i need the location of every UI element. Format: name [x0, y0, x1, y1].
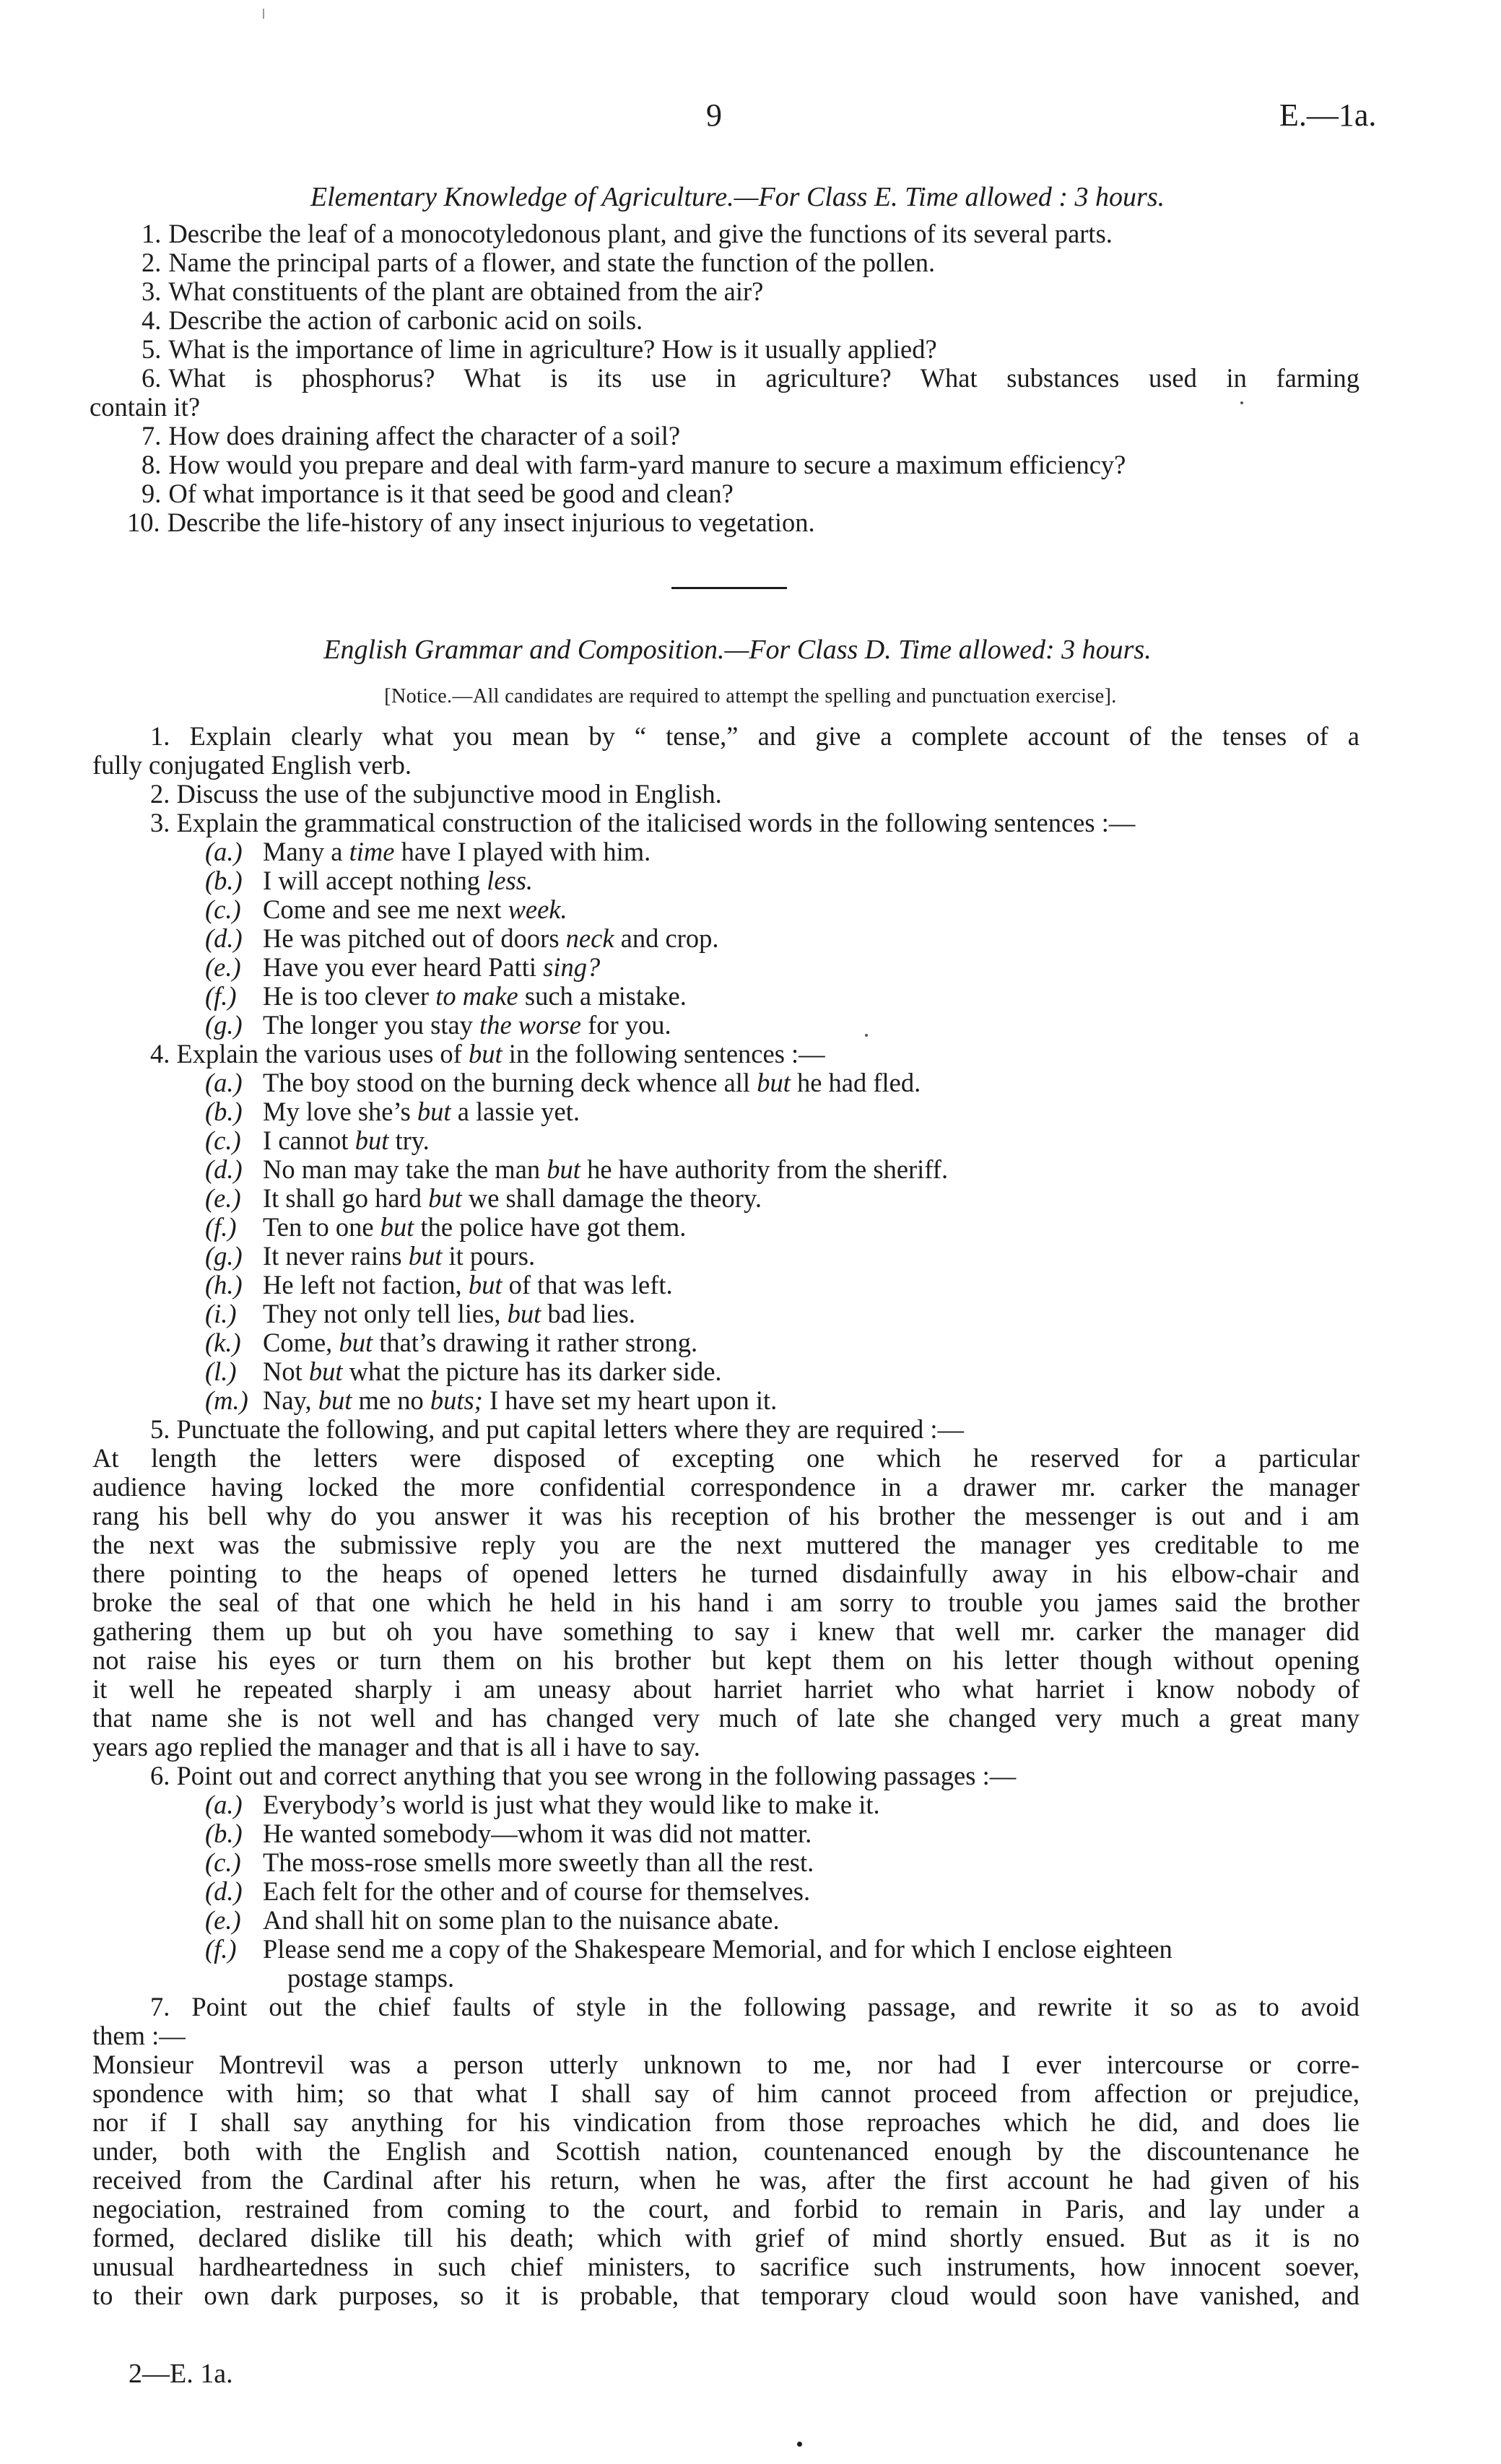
passage-line: gathering them up but oh you have something to say i knew that well mr. carker the manager did: [92, 1616, 1359, 1646]
passage-line: there pointing to the heaps of opened letters he turned disdainfully away in his elbow-chair and: [92, 1559, 1359, 1588]
agriculture-questions: [92, 219, 1359, 537]
agriculture-question: [92, 248, 1359, 277]
sub-item: [92, 1328, 1359, 1357]
item-label: (f.): [205, 1212, 237, 1242]
item-text-post: he have authority from the sheriff.: [580, 1154, 949, 1184]
question-number: 4.: [142, 305, 162, 335]
question-text: Describe the leaf of a monocotyledonous plant, and give the functions of its several parts.: [168, 219, 1113, 248]
notice-text: [Notice.—All candidates are required to attempt the spelling and punctuation exercise].: [384, 685, 1117, 708]
item-text-italic: but: [468, 1270, 502, 1300]
question-4-items: [92, 1068, 1359, 1415]
item-text-post: have I played with him.: [394, 837, 651, 866]
sub-item: [92, 895, 1359, 924]
item-label: (a.): [205, 1068, 243, 1097]
item-label: (c.): [205, 1847, 241, 1877]
question-text: How does draining affect the character of a soil?: [168, 421, 681, 450]
section-divider: [671, 587, 787, 589]
agriculture-question: [92, 306, 1359, 335]
item-text-post: that’s drawing it rather strong.: [373, 1328, 698, 1357]
item-text-pre: Ten to one: [263, 1212, 380, 1242]
item-text-post: the police have got them.: [414, 1212, 687, 1242]
question-number: 1.: [142, 219, 162, 248]
item-text-post: and crop.: [614, 923, 719, 953]
sub-item: [92, 1935, 1359, 1964]
question-4-post: in the following sentences :—: [502, 1039, 825, 1068]
item-text-post: me no: [352, 1385, 430, 1415]
sub-item: [92, 1357, 1359, 1386]
item-label: (e.): [205, 952, 241, 982]
item-text-pre: Come and see me next: [263, 894, 508, 924]
item-text-post: such a mistake.: [518, 981, 687, 1011]
item-text-italic: but: [757, 1068, 791, 1097]
item-text-italic: less.: [487, 866, 534, 895]
question-number: 3.: [142, 277, 162, 306]
passage-line: years ago replied the manager and that is all i have to say.: [92, 1732, 700, 1762]
item-label: (e.): [205, 1905, 241, 1935]
item-text: Each felt for the other and of course for themselves.: [263, 1876, 811, 1906]
question-number: 7.: [142, 421, 162, 450]
question-4-pre: 4. Explain the various uses of: [150, 1039, 469, 1068]
item-text-pre: No man may take the man: [263, 1154, 547, 1184]
passage-line: audience having locked the more confidential correspondence in a drawer mr. carker the manager: [92, 1472, 1359, 1502]
item-text-post: I have set my heart upon it.: [482, 1385, 778, 1415]
item-text-pre: It shall go hard: [263, 1183, 429, 1213]
question-text: Describe the action of carbonic acid on soils.: [168, 305, 643, 335]
item-text: He wanted somebody—whom it was did not matter.: [263, 1819, 812, 1848]
sub-item: [92, 1011, 1359, 1040]
question-7-passage: [92, 2050, 1359, 2310]
question-text: Of what importance is it that seed be good and clean?: [168, 479, 734, 508]
page-header: [0, 97, 1501, 144]
question-number: 10.: [127, 508, 160, 537]
item-label: (h.): [205, 1270, 243, 1300]
passage-line: nor if I shall say anything for his vindication from those reproaches which he did, and does lie: [92, 2107, 1359, 2137]
item-text-italic: but: [380, 1212, 414, 1242]
question-7-line-1: 7. Point out the chief faults of style in the following passage, and rewrite it so as to avoid: [150, 1992, 1359, 2021]
scan-speck: [865, 1034, 868, 1037]
item-text-post: a lassie yet.: [451, 1097, 580, 1126]
sub-item: [92, 1271, 1359, 1300]
question-4-italic: but: [468, 1039, 502, 1068]
item-label: (b.): [205, 866, 243, 895]
item-text: And shall hit on some plan to the nuisance abate.: [263, 1905, 780, 1935]
item-label: (b.): [205, 1097, 243, 1126]
question-4: [92, 1040, 1359, 1068]
item-text-italic: but: [308, 1357, 343, 1386]
question-5-passage: [92, 1444, 1359, 1762]
question-2: 2. Discuss the use of the subjunctive mood in English.: [150, 779, 722, 809]
item-text-post: it pours.: [442, 1241, 536, 1271]
question-3-items: [92, 837, 1359, 1040]
agriculture-question: [90, 393, 1359, 422]
passage-line: that name she is not well and has changed very much of late she changed very much a great many: [92, 1703, 1359, 1733]
section-title-agriculture: Elementary Knowledge of Agriculture.—For Class E. Time allowed : 3 hours.: [310, 182, 1165, 212]
item-text-pre: The longer you stay: [263, 1010, 480, 1040]
item-label: (l.): [205, 1357, 237, 1386]
item-text-italic: but: [417, 1097, 451, 1126]
question-6-f-continuation: postage stamps.: [287, 1963, 455, 1993]
agriculture-question: [92, 364, 1359, 393]
item-text-italic: week.: [508, 894, 567, 924]
question-number: 8.: [142, 450, 162, 479]
item-text-pre: My love she’s: [263, 1097, 417, 1126]
sub-item: [92, 1386, 1359, 1415]
agriculture-question: [92, 335, 1359, 364]
question-text: contain it?: [90, 392, 201, 422]
item-label: (c.): [205, 894, 241, 924]
sub-item: [92, 1906, 1359, 1935]
sub-item: [92, 1184, 1359, 1213]
passage-line: spondence with him; so that what I shall say of him cannot proceed from affection or prejudice,: [92, 2078, 1359, 2108]
question-5: 5. Punctuate the following, and put capital letters where they are required :—: [150, 1414, 965, 1444]
scan-mark: [263, 9, 264, 19]
sub-item: [92, 982, 1359, 1011]
page-number: 9: [706, 97, 722, 133]
passage-line: under, both with the English and Scottish nation, countenanced enough by the discountenance he: [92, 2136, 1359, 2166]
item-label: (g.): [205, 1010, 243, 1040]
scan-speck: [1240, 401, 1243, 404]
item-text-italic: but: [354, 1126, 389, 1155]
item-label: (d.): [205, 1876, 243, 1906]
question-3: 3. Explain the grammatical construction of the italicised words in the following sentences :—: [150, 808, 1136, 837]
item-text-italic: but: [318, 1385, 352, 1415]
passage-line: it well he repeated sharply i am uneasy about harriet harriet who what harriet i know nobody of: [92, 1674, 1359, 1704]
question-7-line-2: them :—: [92, 2021, 186, 2050]
item-label: (d.): [205, 1154, 243, 1184]
agriculture-question: [92, 450, 1359, 479]
sub-item: [92, 1126, 1359, 1155]
passage-line: unusual hardheartedness in such chief ministers, to sacrifice such instruments, how innocent soever,: [92, 2252, 1359, 2281]
agriculture-question: [92, 219, 1359, 248]
item-text-italic: but: [408, 1241, 443, 1271]
item-text-pre: He left not faction,: [263, 1270, 469, 1300]
item-text-italic: neck: [565, 923, 614, 953]
question-1-line-1: 1. Explain clearly what you mean by “ tense,” and give a complete account of the tenses of a: [150, 721, 1359, 751]
question-1-line-2: fully conjugated English verb.: [92, 750, 412, 780]
item-label: (e.): [205, 1183, 241, 1213]
item-text-italic: time: [349, 837, 395, 866]
sub-item: [92, 1097, 1359, 1126]
sub-item: [92, 1068, 1359, 1097]
question-text: How would you prepare and deal with farm-yard manure to secure a maximum efficiency?: [168, 450, 1126, 479]
passage-line: the next was the submissive reply you are the next muttered the manager yes creditable to me: [92, 1530, 1359, 1559]
passage-line: Monsieur Montrevil was a person utterly unknown to me, nor had I ever intercourse or corre-: [92, 2050, 1359, 2079]
question-text: Describe the life-history of any insect injurious to vegetation.: [167, 508, 815, 537]
question-text: What is phosphorus? What is its use in agriculture? What substances used in farming: [168, 363, 1359, 393]
item-text-italic: sing?: [543, 952, 601, 982]
item-text-italic: but: [339, 1328, 373, 1357]
item-text-pre: Many a: [263, 837, 349, 866]
passage-line: broke the seal of that one which he held in his hand i am sorry to trouble you james said the brother: [92, 1588, 1359, 1617]
sub-item: [92, 866, 1359, 895]
passage-line: At length the letters were disposed of excepting one which he reserved for a particular: [92, 1443, 1359, 1473]
item-text-italic: but: [428, 1183, 462, 1213]
agriculture-question: [92, 422, 1359, 450]
item-label: (f.): [205, 981, 237, 1011]
question-text: What constituents of the plant are obtained from the air?: [168, 277, 764, 306]
sub-item: [92, 1213, 1359, 1242]
item-text-pre: He was pitched out of doors: [263, 923, 566, 953]
passage-line: not raise his eyes or turn them on his brother but kept them on his letter though without opening: [92, 1645, 1359, 1675]
question-number: 5.: [142, 334, 162, 364]
scan-dot: [797, 2442, 802, 2447]
sub-item: [92, 1819, 1359, 1848]
sub-item: [92, 953, 1359, 982]
passage-line: received from the Cardinal after his return, when he was, after the first account he had given of his: [92, 2165, 1359, 2195]
item-text-post: he had fled.: [790, 1068, 921, 1097]
item-text-pre: I cannot: [263, 1126, 355, 1155]
item-text-italic: but: [507, 1299, 541, 1328]
agriculture-question: [92, 277, 1359, 306]
item-label: (m.): [205, 1385, 248, 1415]
item-text-pre: They not only tell lies,: [263, 1299, 508, 1328]
item-label: (f.): [205, 1934, 237, 1964]
question-6-items: [92, 1790, 1359, 1964]
sub-item: [92, 1877, 1359, 1906]
item-text-pre: The boy stood on the burning deck whence all: [263, 1068, 757, 1097]
item-text-pre: Come,: [263, 1328, 339, 1357]
item-label: (d.): [205, 923, 243, 953]
item-label: (g.): [205, 1241, 243, 1271]
section-title-english: English Grammar and Composition.—For Class D. Time allowed: 3 hours.: [323, 635, 1152, 665]
passage-line: formed, declared dislike till his death; which with grief of mind shortly ensued. But as it is no: [92, 2223, 1359, 2252]
document-reference: E.—1a.: [1279, 97, 1377, 133]
item-text: Please send me a copy of the Shakespeare Memorial, and for which I enclose eighteen: [263, 1934, 1172, 1964]
item-text: The moss-rose smells more sweetly than all the rest.: [263, 1847, 814, 1877]
item-label: (k.): [205, 1328, 241, 1357]
item-text-post: of that was left.: [502, 1270, 673, 1300]
item-text-pre: Nay,: [263, 1385, 318, 1415]
item-text-italic: the worse: [479, 1010, 581, 1040]
item-text-post: bad lies.: [541, 1299, 636, 1328]
footer-signature: 2—E. 1a.: [129, 2359, 233, 2389]
passage-line: negociation, restrained from coming to the court, and forbid to remain in Paris, and lay under a: [92, 2194, 1359, 2224]
passage-line: rang his bell why do you answer it was his reception of his brother the messenger is out and i am: [92, 1501, 1359, 1531]
item-text-italic: buts;: [430, 1385, 483, 1415]
item-text-pre: I will accept nothing: [263, 866, 487, 895]
sub-item: [92, 837, 1359, 866]
sub-item: [92, 1300, 1359, 1328]
sub-item: [92, 1242, 1359, 1271]
sub-item: [92, 1790, 1359, 1819]
agriculture-question: [92, 508, 1359, 537]
question-6: 6. Point out and correct anything that you see wrong in the following passages :—: [150, 1761, 1017, 1790]
question-text: What is the importance of lime in agriculture? How is it usually applied?: [168, 334, 937, 364]
item-label: (c.): [205, 1126, 241, 1155]
item-text-pre: It never rains: [263, 1241, 409, 1271]
sub-item: [92, 1155, 1359, 1184]
item-text-post: for you.: [580, 1010, 671, 1040]
question-number: 2.: [142, 248, 162, 277]
question-number: 6.: [142, 363, 162, 393]
question-number: 9.: [142, 479, 162, 508]
item-text-pre: He is too clever: [263, 981, 436, 1011]
item-text: Everybody’s world is just what they would like to make it.: [263, 1790, 880, 1819]
sub-item: [92, 924, 1359, 953]
item-label: (b.): [205, 1819, 243, 1848]
english-questions: [92, 722, 1359, 2310]
item-label: (i.): [205, 1299, 237, 1328]
item-text-pre: Not: [263, 1357, 309, 1386]
item-label: (a.): [205, 1790, 243, 1819]
sub-item: [92, 1848, 1359, 1877]
item-text-pre: Have you ever heard Patti: [263, 952, 544, 982]
item-text-post: we shall damage the theory.: [461, 1183, 762, 1213]
item-text-post: try.: [388, 1126, 430, 1155]
item-label: (a.): [205, 837, 243, 866]
item-text-post: what the picture has its darker side.: [342, 1357, 722, 1386]
question-text: Name the principal parts of a flower, and state the function of the pollen.: [168, 248, 936, 277]
passage-line: to their own dark purposes, so it is probable, that temporary cloud would soon have vanished, and: [92, 2281, 1359, 2310]
item-text-italic: but: [547, 1154, 580, 1184]
item-text-italic: to make: [435, 981, 518, 1011]
agriculture-question: [92, 479, 1359, 508]
